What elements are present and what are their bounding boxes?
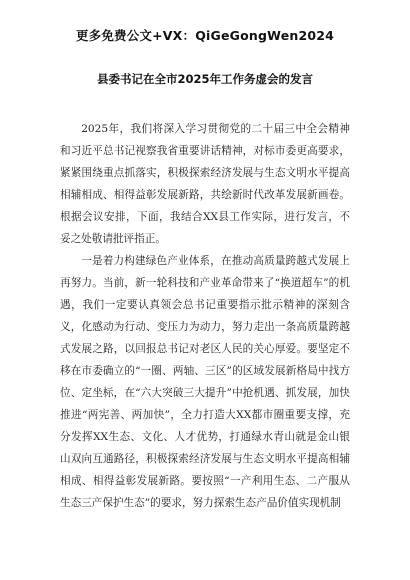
paragraph-intro: 2025年，我们将深入学习贯彻党的二十届三中全会精神和习近平总书记视察我省重要讲话精神，对标市委更高要求，紧紧围绕重点抓落实，积极探索经济发展与生态文明水平提高相辅相成、相得益彰发展新路，共绘新时代改革发展新画卷。根据会议安排，下面，我结合XX县工作实际，进行发言，不妥之处敬请批评指正。: [60, 123, 350, 245]
document-title: 县委书记在全市2025年工作务虚会的发言: [96, 72, 313, 86]
paragraph-point-one: 一是着力构建绿色产业体系，在推动高质量跨越式发展上再努力。当前，新一轮科技和产业革命带来了“换道超车”的机遇，我们一定要认真领会总书记重要指示批示精神的深刻含义，化感动为行动、变压力为动力，努力走出一条高质量跨越式发展之路，以回报总书记对老区人民的关心厚爱。要坚定不移在市委确立的“一圈、两轴、三区”的区域发展新格局中找方位、定坐标，在“六大突破三大提升”中抢机遇、抓发展，加快推进“两宪善、两加快”，全力打造大XX都市圈重要支撑，充分发挥XX生态、文化、人才优势，打通绿水青山就是金山银山双向互通路径，积极探索经济发展与生态文明水平提高相辅相成、相得益彰发展新路。要按照“一产利用生态、二产服从生态三产保护生态”的要求，努力探索生态产品价值实现机制: [60, 255, 350, 509]
watermark-header: 更多免费公文+VX：QiGeGongWen2024: [75, 28, 335, 43]
document-body: [60, 118, 350, 514]
